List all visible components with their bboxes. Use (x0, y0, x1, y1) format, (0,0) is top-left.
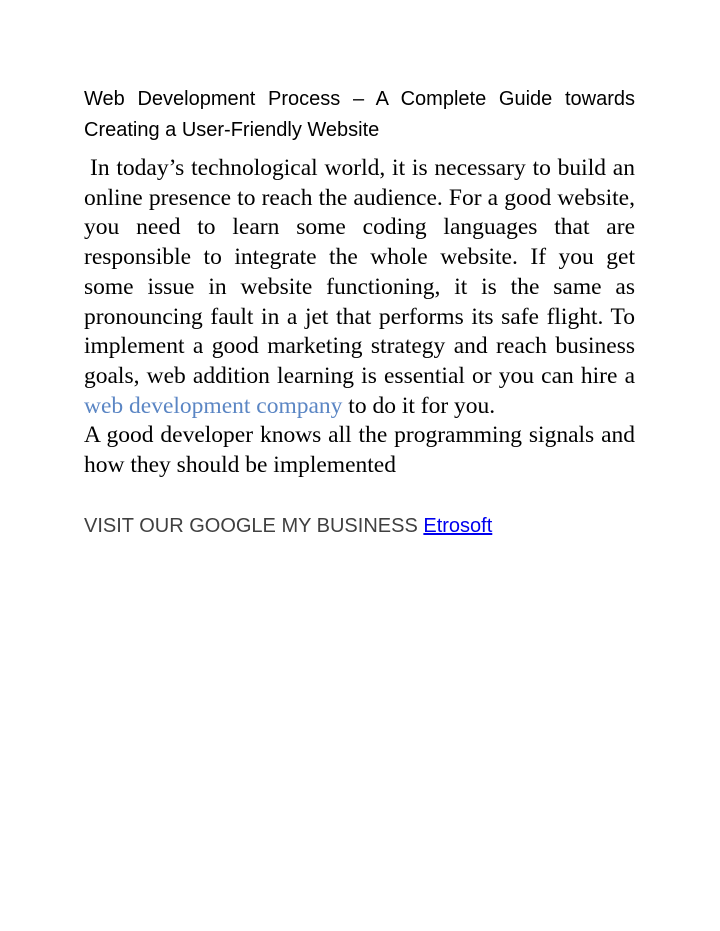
developer-paragraph: A good developer knows all the programming signals and how they should be implemented (84, 422, 635, 479)
visit-business-line (84, 511, 635, 541)
document-title: Web Development Process – A Complete Guide towards Creating a User-Friendly Website (84, 88, 635, 141)
document-content (84, 84, 635, 541)
visit-business-label: VISIT OUR GOOGLE MY BUSINESS (84, 514, 424, 537)
intro-paragraph (84, 154, 635, 421)
intro-paragraph-tail: to do it for you. (342, 392, 496, 419)
intro-paragraph-text: In today’s technological world, it is necessary to build an online presence to reach the audience. For a good website, you need to learn some coding languages that are responsible to integrate the whole website. If you get some issue in website functioning, it is the same as pronouncing fault in a jet that performs its safe flight. To implement a good marketing strategy and reach business goals, web addition learning is essential or you can hire a (84, 155, 635, 389)
web-development-company-link[interactable]: web development company (84, 392, 343, 419)
etrosoft-link[interactable]: Etrosoft (423, 514, 493, 537)
